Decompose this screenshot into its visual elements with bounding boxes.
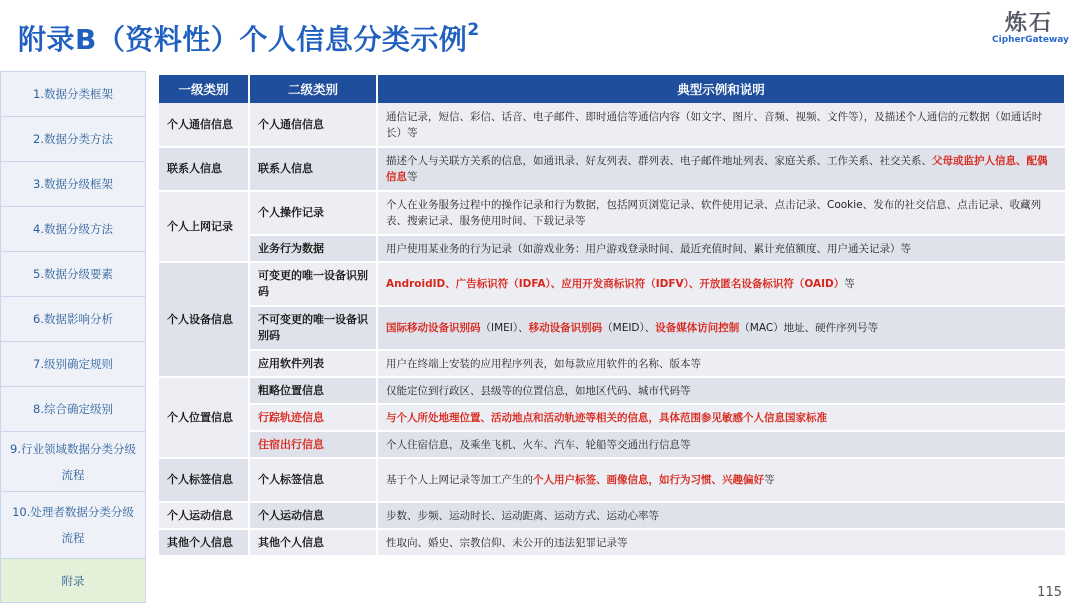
description-text: 等 xyxy=(844,278,855,290)
example-description-cell xyxy=(377,306,1065,350)
classification-table-container xyxy=(159,75,1065,557)
sidebar-item-label: 10.处理者数据分类分级流程 xyxy=(12,505,134,545)
example-description-cell xyxy=(377,529,1065,556)
description-text: 基于个人上网记录等加工产生的 xyxy=(386,474,533,486)
table-row xyxy=(159,404,1065,431)
page-title xyxy=(18,18,480,58)
level1-category-cell: 个人位置信息 xyxy=(159,377,249,458)
description-text: 等 xyxy=(407,171,418,183)
level1-category-cell: 个人标签信息 xyxy=(159,458,249,502)
description-text: 步数、步频、运动时长、运动距离、运动方式、运动心率等 xyxy=(386,509,659,522)
table-row xyxy=(159,431,1065,458)
logo-subtitle: CipherGateway xyxy=(992,35,1069,45)
classification-table xyxy=(159,75,1066,557)
level2-category-cell: 个人运动信息 xyxy=(249,502,377,529)
header-examples: 典型示例和说明 xyxy=(377,75,1065,103)
sidebar-item-11[interactable] xyxy=(0,559,146,603)
example-description-cell xyxy=(377,404,1065,431)
level2-category-cell: 应用软件列表 xyxy=(249,350,377,377)
example-description-cell xyxy=(377,235,1065,262)
sidebar-nav xyxy=(0,71,146,608)
description-text: （MAC）地址、硬件序列号等 xyxy=(739,322,879,334)
sidebar-item-3[interactable] xyxy=(0,162,146,207)
description-text: （IMEI）、 xyxy=(480,322,529,334)
example-description-cell xyxy=(377,147,1065,191)
example-description-cell xyxy=(377,191,1065,235)
level1-category-cell: 个人运动信息 xyxy=(159,502,249,529)
table-row xyxy=(159,458,1065,502)
description-text: 描述个人与关联方关系的信息，如通讯录、好友列表、群列表、电子邮件地址列表、家庭关系、工作关系、社交关系、 xyxy=(386,155,932,167)
table-body xyxy=(159,103,1065,556)
sidebar-item-1[interactable] xyxy=(0,72,146,117)
level2-category-cell: 个人标签信息 xyxy=(249,458,377,502)
description-text: 用户在终端上安装的应用程序列表，如每款应用软件的名称、版本等 xyxy=(386,357,701,370)
table-header-row xyxy=(159,75,1065,103)
description-text: 仅能定位到行政区、县级等的位置信息，如地区代码、城市代码等 xyxy=(386,384,691,397)
sidebar-item-4[interactable] xyxy=(0,207,146,252)
sidebar-item-label: 1.数据分类框架 xyxy=(33,87,113,101)
table-row xyxy=(159,262,1065,306)
sidebar-item-2[interactable] xyxy=(0,117,146,162)
sidebar-item-5[interactable] xyxy=(0,252,146,297)
level2-category-cell: 行踪轨迹信息 xyxy=(249,404,377,431)
highlighted-text: 与个人所处地理位置、活动地点和活动轨迹等相关的信息，具体范围参见敏感个人信息国家标准 xyxy=(386,411,827,424)
sidebar-item-label: 4.数据分级方法 xyxy=(33,222,113,236)
table-row xyxy=(159,306,1065,350)
sidebar-item-10[interactable] xyxy=(0,492,146,559)
sidebar-item-label: 7.级别确定规则 xyxy=(33,357,113,371)
logo-mark: 炼石 xyxy=(1004,11,1053,36)
highlighted-text: 移动设备识别码 xyxy=(528,322,603,334)
table-row xyxy=(159,147,1065,191)
page-number: 115 xyxy=(1037,585,1062,600)
example-description-cell xyxy=(377,502,1065,529)
header-level1: 一级类别 xyxy=(159,75,249,103)
highlighted-text: 国际移动设备识别码 xyxy=(386,322,481,334)
highlighted-text: 父母或监护人信息、配偶信息 xyxy=(386,155,1048,183)
sidebar-item-label: 附录 xyxy=(61,573,85,588)
example-description-cell xyxy=(377,103,1065,147)
description-text: 等 xyxy=(764,474,775,486)
example-description-cell xyxy=(377,377,1065,404)
table-row xyxy=(159,235,1065,262)
table-row xyxy=(159,191,1065,235)
table-row xyxy=(159,377,1065,404)
level1-category-cell: 个人通信信息 xyxy=(159,103,249,147)
level2-category-cell: 粗略位置信息 xyxy=(249,377,377,404)
example-description-cell xyxy=(377,458,1065,502)
level2-category-cell: 个人操作记录 xyxy=(249,191,377,235)
level1-category-cell: 联系人信息 xyxy=(159,147,249,191)
highlighted-text: AndroidID、广告标识符（IDFA）、应用开发商标识符（IDFV）、开放匿名设备标识符（OAID） xyxy=(386,278,845,290)
sidebar-item-label: 5.数据分级要素 xyxy=(33,267,113,281)
level2-category-cell: 住宿出行信息 xyxy=(249,431,377,458)
description-text: 个人住宿信息，及乘坐飞机、火车、汽车、轮船等交通出行信息等 xyxy=(386,438,691,451)
sidebar-item-label: 2.数据分类方法 xyxy=(33,132,113,146)
table-row xyxy=(159,103,1065,147)
level1-category-cell: 个人上网记录 xyxy=(159,191,249,262)
level2-category-cell: 可变更的唯一设备识别码 xyxy=(249,262,377,306)
description-text: 用户使用某业务的行为记录（如游戏业务：用户游戏登录时间、最近充值时间、累计充值额度、用户通关记录）等 xyxy=(386,242,911,255)
table-row xyxy=(159,529,1065,556)
brand-logo xyxy=(992,6,1069,45)
highlighted-text: 设备媒体访问控制 xyxy=(655,322,740,334)
sidebar-item-label: 6.数据影响分析 xyxy=(33,312,113,326)
description-text: 性取向、婚史、宗教信仰、未公开的违法犯罪记录等 xyxy=(386,536,628,549)
level2-category-cell: 其他个人信息 xyxy=(249,529,377,556)
header-level2: 二级类别 xyxy=(249,75,377,103)
level2-category-cell: 联系人信息 xyxy=(249,147,377,191)
sidebar-item-8[interactable] xyxy=(0,387,146,432)
sidebar-item-7[interactable] xyxy=(0,342,146,387)
description-text: 个人在业务服务过程中的操作记录和行为数据，包括网页浏览记录、软件使用记录、点击记录、Cookie、发布的社交信息、点击记录、收藏列表、搜索记录、服务使用时间、下载记录等 xyxy=(386,199,1042,227)
sidebar-item-label: 8.综合确定级别 xyxy=(33,402,113,416)
level2-category-cell: 业务行为数据 xyxy=(249,235,377,262)
page-title-superscript: 2 xyxy=(467,20,480,40)
sidebar-item-label: 9.行业领域数据分类分级流程 xyxy=(10,441,136,482)
page-title-text: 附录B（资料性）个人信息分类示例 xyxy=(18,23,468,56)
example-description-cell xyxy=(377,431,1065,458)
level1-category-cell: 个人设备信息 xyxy=(159,262,249,377)
example-description-cell xyxy=(377,350,1065,377)
sidebar-item-6[interactable] xyxy=(0,297,146,342)
example-description-cell xyxy=(377,262,1065,306)
level2-category-cell: 个人通信信息 xyxy=(249,103,377,147)
description-text: （MEID）、 xyxy=(602,322,656,334)
highlighted-text: 个人用户标签、画像信息，如行为习惯、兴趣偏好 xyxy=(533,474,764,486)
description-text: 通信记录，短信、彩信、话音、电子邮件、即时通信等通信内容（如文字、图片、音频、视频、文件等），及描述个人通信的元数据（如通话时长）等 xyxy=(386,110,1043,139)
sidebar-item-label: 3.数据分级框架 xyxy=(33,177,113,191)
table-row xyxy=(159,350,1065,377)
sidebar-item-9[interactable] xyxy=(0,432,146,492)
level2-category-cell: 不可变更的唯一设备识别码 xyxy=(249,306,377,350)
level1-category-cell: 其他个人信息 xyxy=(159,529,249,556)
table-row xyxy=(159,502,1065,529)
